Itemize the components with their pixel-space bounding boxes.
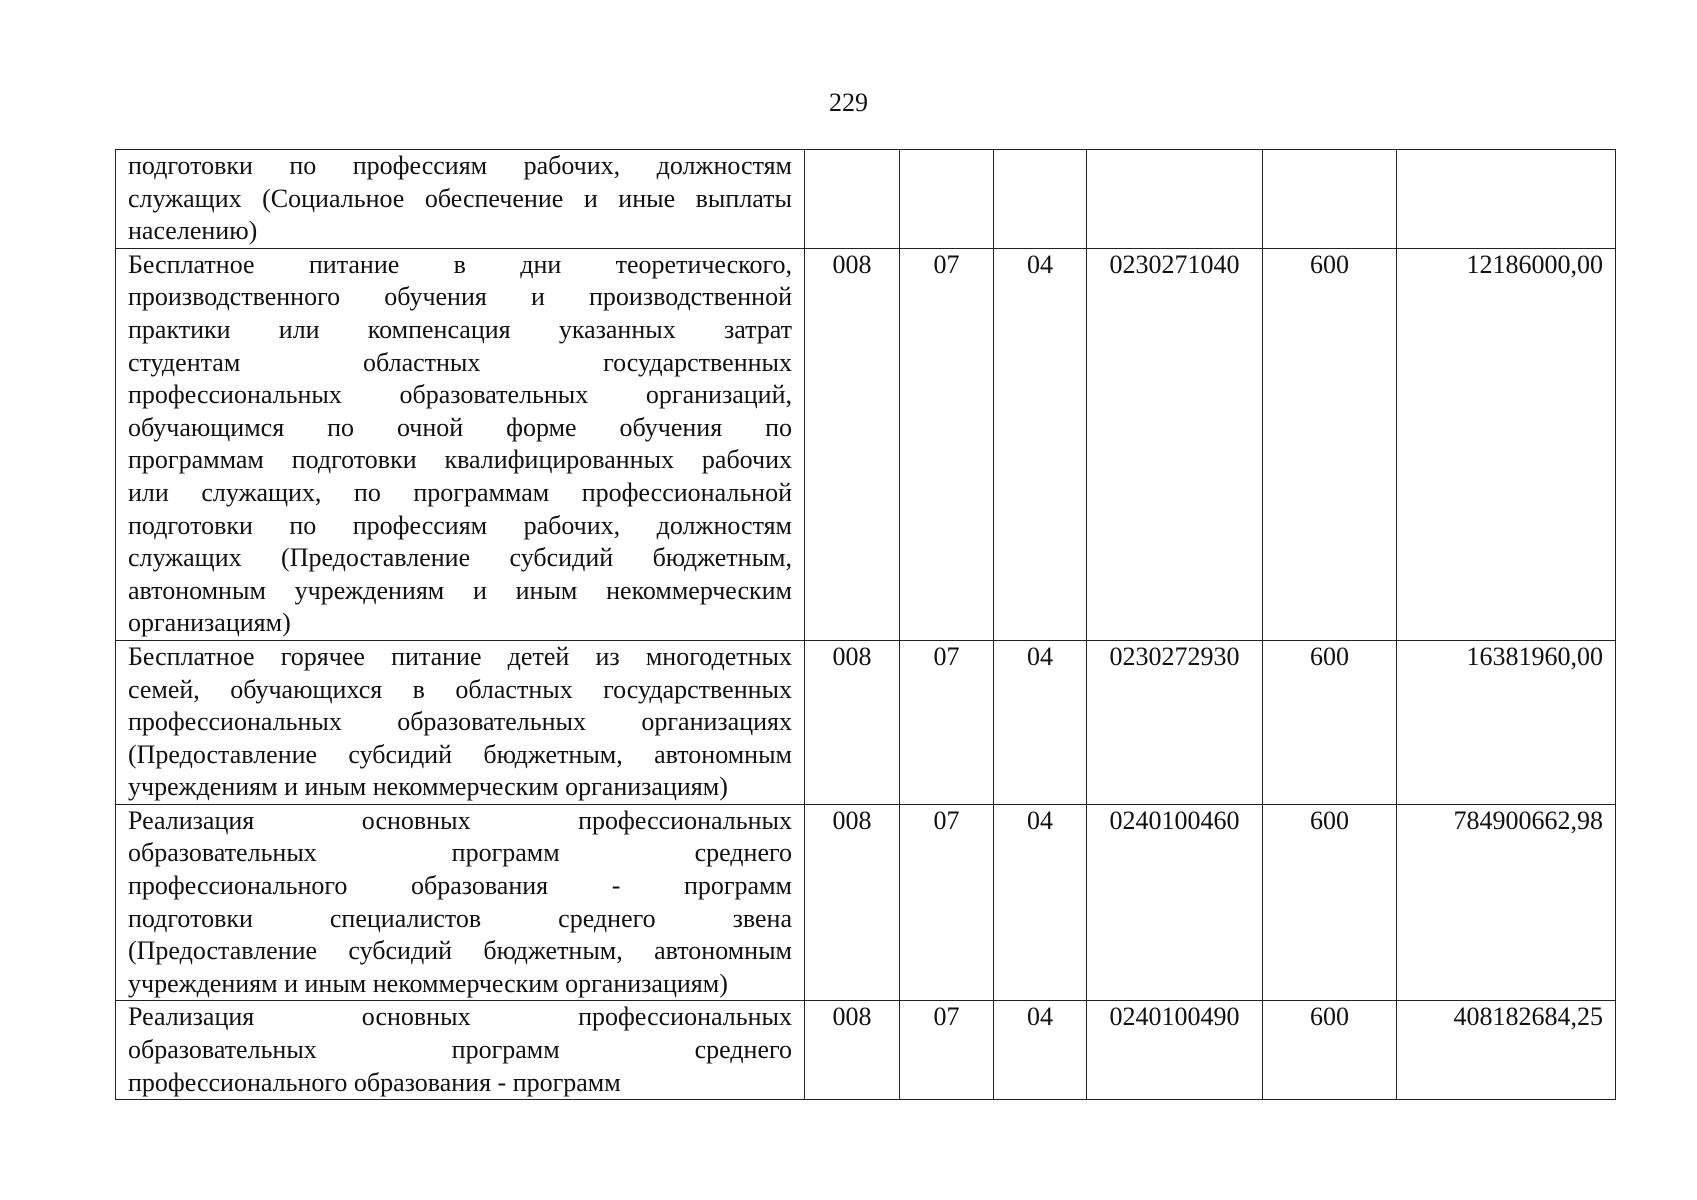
- ministry-code-cell: 008: [805, 640, 900, 804]
- description-line: профессиональных образовательных организаций,: [128, 380, 792, 410]
- subsection-code-cell: 04: [994, 248, 1087, 640]
- description-line: подготовки по профессиям рабочих, должностям: [128, 510, 792, 540]
- description-cell: [116, 248, 805, 640]
- page-number: 229: [829, 88, 868, 117]
- description-cell: [116, 804, 805, 1001]
- description-line: образовательных программ среднего: [128, 1035, 792, 1065]
- amount-cell: [1397, 150, 1616, 249]
- description-line: (Предоставление субсидий бюджетным, автономным: [128, 936, 792, 966]
- subsection-code-cell: [994, 150, 1087, 249]
- description-line: автономным учреждениям и иным некоммерческим: [128, 575, 792, 605]
- section-code-cell: 07: [900, 804, 994, 1001]
- expense-type-cell: 600: [1263, 640, 1397, 804]
- amount-cell: 784900662,98: [1397, 804, 1616, 1001]
- description-cell: [116, 150, 805, 249]
- ministry-code-cell: 008: [805, 248, 900, 640]
- description-cell: [116, 640, 805, 804]
- description-line: семей, обучающихся в областных государственных: [128, 674, 792, 704]
- description-line: профессионального образования - программ: [128, 1067, 621, 1097]
- subsection-code-cell: 04: [994, 1001, 1087, 1100]
- table-row: [116, 150, 1616, 249]
- table-row: [116, 1001, 1616, 1100]
- table-row: [116, 804, 1616, 1001]
- amount-cell: 12186000,00: [1397, 248, 1616, 640]
- amount-cell: 16381960,00: [1397, 640, 1616, 804]
- description-line: учреждениям и иным некоммерческим организациям): [128, 968, 728, 998]
- ministry-code-cell: 008: [805, 804, 900, 1001]
- expense-type-cell: 600: [1263, 804, 1397, 1001]
- description-line: практики или компенсация указанных затрат: [128, 314, 792, 344]
- expense-type-cell: [1263, 150, 1397, 249]
- description-line: населению): [128, 216, 258, 246]
- description-line: производственного обучения и производственной: [128, 282, 792, 312]
- target-article-cell: [1087, 150, 1263, 249]
- description-line: Бесплатное питание в дни теоретического,: [128, 249, 792, 279]
- description-line: служащих (Предоставление субсидий бюджетным,: [128, 543, 792, 573]
- expense-type-cell: 600: [1263, 1001, 1397, 1100]
- description-line: служащих (Социальное обеспечение и иные выплаты: [128, 183, 792, 213]
- table-row: [116, 640, 1616, 804]
- description-line: учреждениям и иным некоммерческим организациям): [128, 772, 728, 802]
- table-row: [116, 248, 1616, 640]
- description-line: профессионального образования - программ: [128, 871, 792, 901]
- section-code-cell: 07: [900, 640, 994, 804]
- target-article-cell: 0240100460: [1087, 804, 1263, 1001]
- expense-type-cell: 600: [1263, 248, 1397, 640]
- ministry-code-cell: 008: [805, 1001, 900, 1100]
- description-line: студентам областных государственных: [128, 347, 792, 377]
- description-line: (Предоставление субсидий бюджетным, автономным: [128, 739, 792, 769]
- target-article-cell: 0230271040: [1087, 248, 1263, 640]
- description-line: или служащих, по программам профессиональной: [128, 477, 792, 507]
- target-article-cell: 0230272930: [1087, 640, 1263, 804]
- budget-table: [115, 149, 1616, 1100]
- description-line: Бесплатное горячее питание детей из многодетных: [128, 641, 792, 671]
- ministry-code-cell: [805, 150, 900, 249]
- section-code-cell: [900, 150, 994, 249]
- description-cell: [116, 1001, 805, 1100]
- section-code-cell: 07: [900, 1001, 994, 1100]
- subsection-code-cell: 04: [994, 804, 1087, 1001]
- description-line: подготовки по профессиям рабочих, должностям: [128, 151, 792, 180]
- subsection-code-cell: 04: [994, 640, 1087, 804]
- description-line: Реализация основных профессиональных: [128, 1002, 792, 1032]
- description-line: подготовки специалистов среднего звена: [128, 903, 792, 933]
- description-line: профессиональных образовательных организациях: [128, 707, 792, 737]
- description-line: образовательных программ среднего: [128, 838, 792, 868]
- description-line: программам подготовки квалифицированных рабочих: [128, 445, 792, 475]
- section-code-cell: 07: [900, 248, 994, 640]
- description-line: организациям): [128, 608, 291, 638]
- target-article-cell: 0240100490: [1087, 1001, 1263, 1100]
- description-line: обучающимся по очной форме обучения по: [128, 412, 792, 442]
- amount-cell: 408182684,25: [1397, 1001, 1616, 1100]
- description-line: Реализация основных профессиональных: [128, 805, 792, 835]
